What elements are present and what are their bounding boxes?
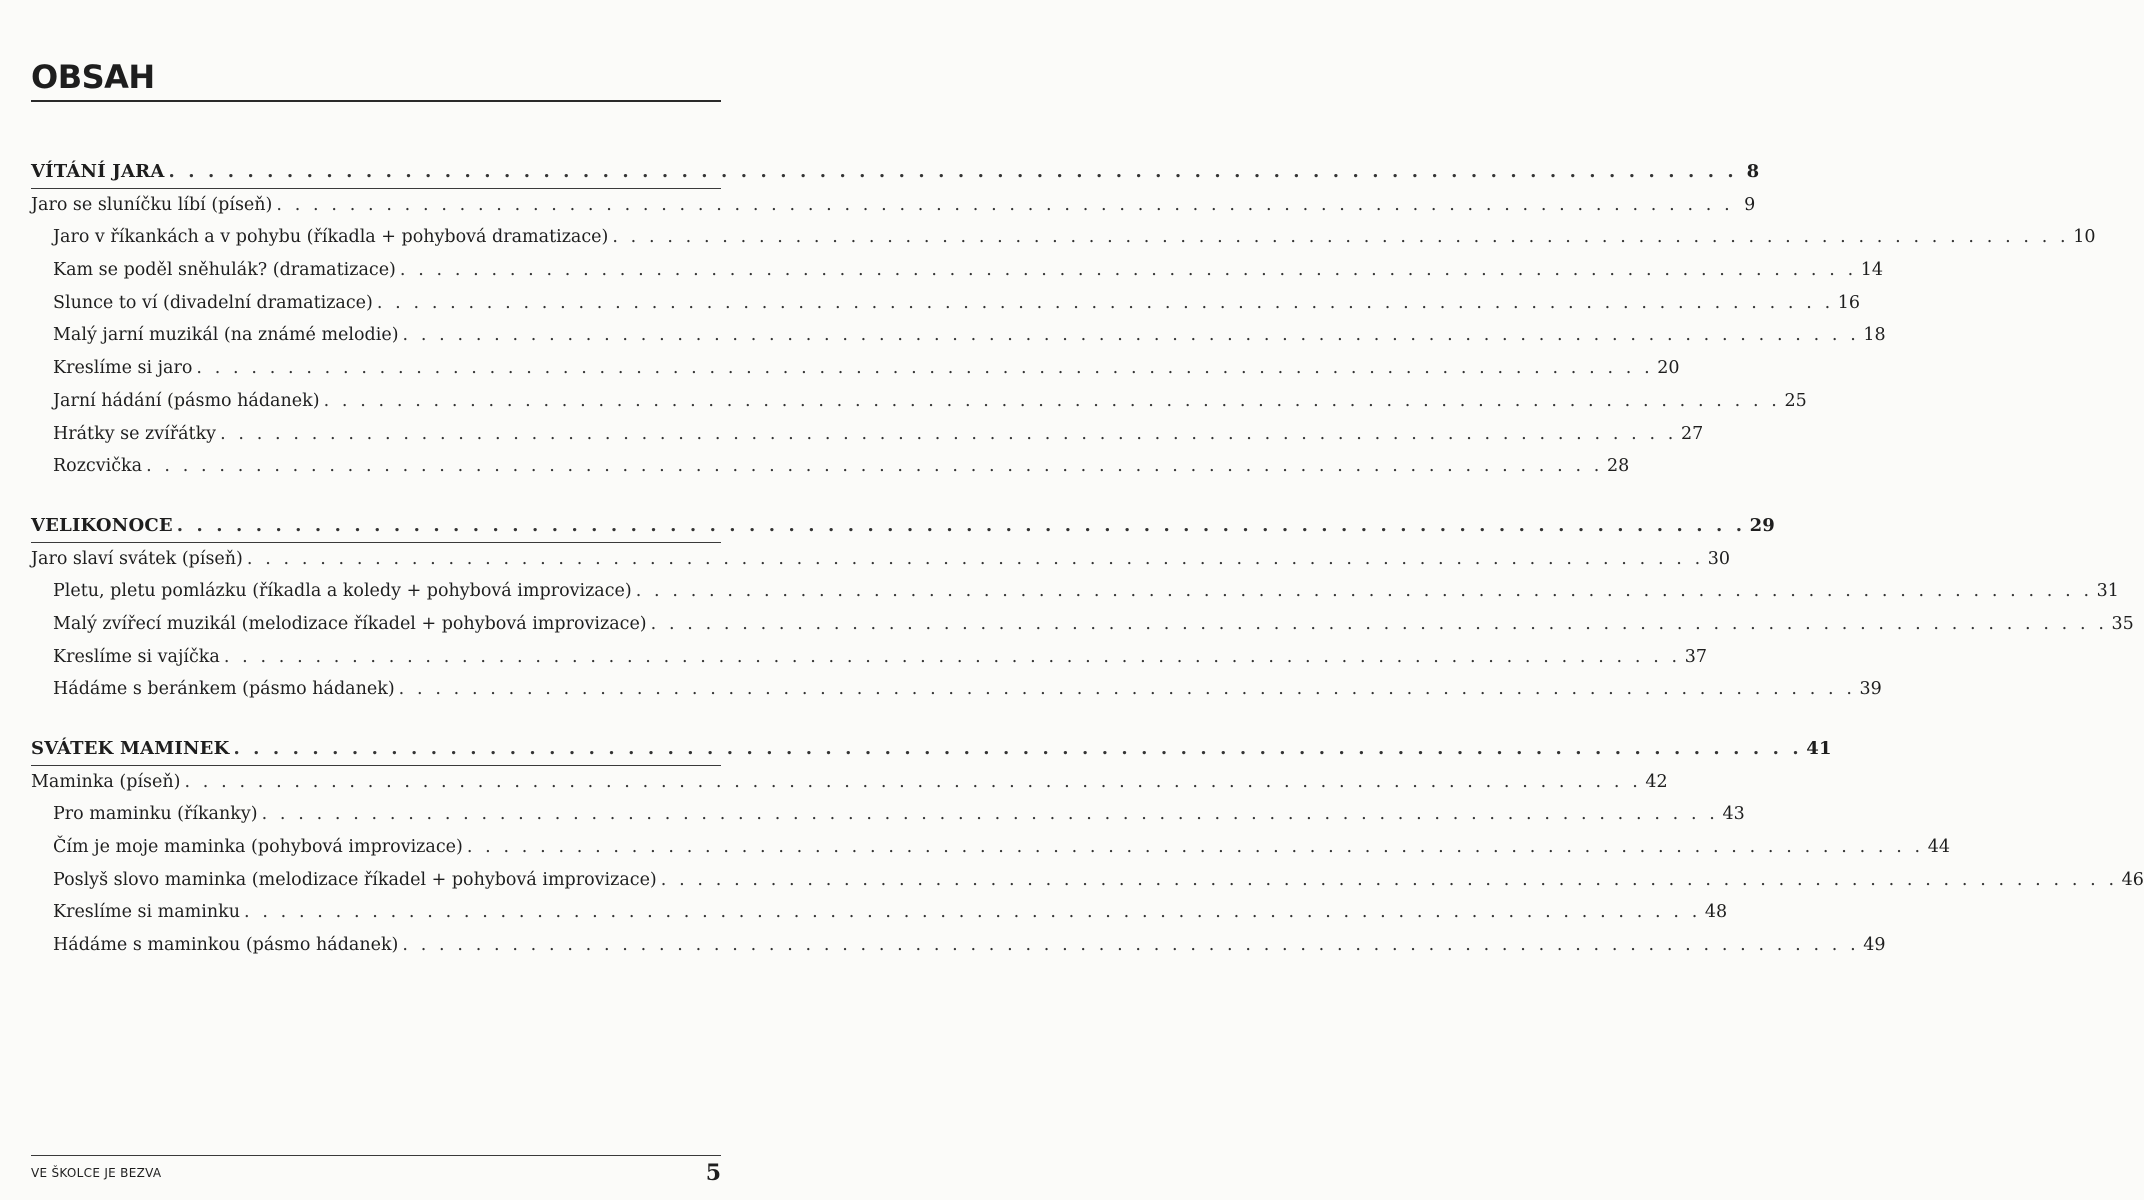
toc-entry-title: Malý zvířecí muzikál (melodizace říkadel + pohybová improvizace): [53, 613, 647, 634]
toc-entry-page: 43: [1722, 804, 1745, 825]
dot-leader: . . . . . . . . . . . . . . . . . . . . . . . . . . . . . . . . . . . . . . . . . . . . . . . . . . . . . . . . . . . . . . . . . . . . . . . . . . . . . . . .: [323, 390, 1781, 411]
dot-leader: . . . . . . . . . . . . . . . . . . . . . . . . . . . . . . . . . . . . . . . . . . . . . . . . . . . . . . . . . . . . . . . . . . . . . . . . . . . . . . . .: [650, 613, 2108, 634]
toc-section: [31, 733, 2144, 962]
dot-leader: . . . . . . . . . . . . . . . . . . . . . . . . . . . . . . . . . . . . . . . . . . . . . . . . . . . . . . . . . . . . . . . . . . . . . . . . . . . . . . . .: [176, 514, 1746, 536]
dot-leader: . . . . . . . . . . . . . . . . . . . . . . . . . . . . . . . . . . . . . . . . . . . . . . . . . . . . . . . . . . . . . . . . . . . . . . . . . . . . . . . .: [196, 358, 1654, 379]
toc-entry-title: Malý jarní muzikál (na známé melodie): [53, 325, 399, 346]
dot-leader: . . . . . . . . . . . . . . . . . . . . . . . . . . . . . . . . . . . . . . . . . . . . . . . . . . . . . . . . . . . . . . . . . . . . . . . . . . . . . . . .: [660, 869, 2118, 890]
toc-entry-page: 42: [1645, 771, 1668, 792]
toc-entry-title: Jarní hádání (pásmo hádanek): [53, 390, 320, 411]
toc-entry: [31, 385, 1807, 418]
toc-entry-title: Slunce to ví (divadelní dramatizace): [53, 292, 373, 313]
page-number: 5: [705, 1160, 721, 1186]
toc-entry-title: Maminka (píseň): [31, 771, 181, 792]
toc-entry: [31, 641, 1707, 674]
toc-entry: [31, 254, 1884, 287]
toc-entry-page: 28: [1606, 456, 1630, 477]
dot-leader: . . . . . . . . . . . . . . . . . . . . . . . . . . . . . . . . . . . . . . . . . . . . . . . . . . . . . . . . . . . . . . . . . . . . . . . . . . . . . . . .: [612, 227, 2070, 248]
toc-entry-title: VELIKONOCE: [31, 514, 173, 536]
toc-entry-page: 46: [2121, 869, 2144, 890]
title-divider: [31, 100, 721, 102]
toc-entry-page: 9: [1744, 194, 1756, 215]
toc-entry-page: 8: [1746, 161, 1760, 182]
toc-entry-page: 44: [1927, 837, 1950, 858]
dot-leader: . . . . . . . . . . . . . . . . . . . . . . . . . . . . . . . . . . . . . . . . . . . . . . . . . . . . . . . . . . . . . . . . . . . . . . . . . . . . . . . .: [402, 325, 1860, 346]
toc-entry-page: 29: [1749, 514, 1776, 536]
toc-entry-page: 10: [2073, 227, 2096, 248]
toc-entry-page: 14: [1860, 260, 1884, 281]
toc-entry: [31, 831, 1950, 864]
toc-section-heading: [31, 510, 1776, 543]
toc-entry-title: SVÁTEK MAMINEK: [31, 738, 230, 759]
page-title: OBSAH: [31, 58, 155, 96]
toc-entry-title: Pro maminku (říkanky): [53, 804, 258, 825]
section-divider: [31, 542, 721, 543]
toc-section-heading: [31, 733, 1832, 766]
toc-entry-title: Čím je moje maminka (pohybová improvizace): [53, 837, 463, 858]
toc-entry-title: Hrátky se zvířátky: [53, 423, 217, 444]
toc-entry: [31, 418, 1704, 451]
toc-entry: [31, 929, 1886, 962]
dot-leader: . . . . . . . . . . . . . . . . . . . . . . . . . . . . . . . . . . . . . . . . . . . . . . . . . . . . . . . . . . . . . . . . . . . . . . . . . . . . . . . .: [244, 902, 1701, 923]
toc-entry-title: Jaro v říkankách a v pohybu (říkadla + pohybová dramatizace): [53, 227, 609, 248]
toc-entry: [31, 319, 1886, 352]
toc-entry-page: 25: [1784, 390, 1807, 411]
dot-leader: . . . . . . . . . . . . . . . . . . . . . . . . . . . . . . . . . . . . . . . . . . . . . . . . . . . . . . . . . . . . . . . . . . . . . . . . . . . . . . . .: [276, 194, 1734, 215]
toc-entry-title: Kreslíme si jaro: [53, 358, 193, 379]
dot-leader: . . . . . . . . . . . . . . . . . . . . . . . . . . . . . . . . . . . . . . . . . . . . . . . . . . . . . . . . . . . . . . . . . . . . . . . . . . . . . . . .: [220, 423, 1677, 444]
toc-entry: [31, 189, 1756, 222]
toc-entry: [31, 608, 2134, 641]
toc-entry-page: 20: [1657, 358, 1680, 379]
toc-entry-title: Hádáme s maminkou (pásmo hádanek): [53, 935, 399, 956]
toc-entry-title: VÍTÁNÍ JARA: [31, 161, 165, 182]
toc-entry-page: 27: [1680, 423, 1704, 444]
toc-entry: [31, 798, 1745, 831]
toc-entry: [31, 221, 2096, 254]
toc-entry-page: 37: [1684, 646, 1707, 667]
toc-section-heading: [31, 156, 1760, 189]
toc-entry: [31, 575, 2119, 608]
toc-entry: [31, 766, 1668, 799]
toc-entry-title: Kreslíme si vajíčka: [53, 646, 220, 667]
dot-leader: . . . . . . . . . . . . . . . . . . . . . . . . . . . . . . . . . . . . . . . . . . . . . . . . . . . . . . . . . . . . . . . . . . . . . . . . . . . . . . . .: [402, 935, 1860, 956]
toc-entry-page: 18: [1863, 325, 1886, 346]
toc-entry: [31, 352, 1680, 385]
toc-entry-title: Pletu, pletu pomlázku (říkadla a koledy + pohybová improvizace): [53, 581, 632, 602]
toc-entry-page: 30: [1707, 548, 1731, 569]
dot-leader: . . . . . . . . . . . . . . . . . . . . . . . . . . . . . . . . . . . . . . . . . . . . . . . . . . . . . . . . . . . . . . . . . . . . . . . . . . . . . . . .: [168, 161, 1738, 182]
toc-entry-page: 35: [2111, 613, 2134, 634]
section-divider: [31, 188, 721, 189]
toc-entry-title: Kreslíme si maminku: [53, 902, 240, 923]
toc-entry: [31, 450, 1630, 483]
dot-leader: . . . . . . . . . . . . . . . . . . . . . . . . . . . . . . . . . . . . . . . . . . . . . . . . . . . . . . . . . . . . . . . . . . . . . . . . . . . . . . . .: [246, 548, 1704, 569]
dot-leader: . . . . . . . . . . . . . . . . . . . . . . . . . . . . . . . . . . . . . . . . . . . . . . . . . . . . . . . . . . . . . . . . . . . . . . . . . . . . . . . .: [223, 646, 1681, 667]
dot-leader: . . . . . . . . . . . . . . . . . . . . . . . . . . . . . . . . . . . . . . . . . . . . . . . . . . . . . . . . . . . . . . . . . . . . . . . . . . . . . . . .: [466, 837, 1924, 858]
toc-entry-page: 39: [1859, 679, 1882, 700]
toc-entry-title: Hádáme s beránkem (pásmo hádanek): [53, 679, 395, 700]
toc-entry-page: 49: [1863, 935, 1886, 956]
dot-leader: . . . . . . . . . . . . . . . . . . . . . . . . . . . . . . . . . . . . . . . . . . . . . . . . . . . . . . . . . . . . . . . . . . . . . . . . . . . . . . . .: [635, 581, 2093, 602]
toc-entry: [31, 543, 1731, 576]
dot-leader: . . . . . . . . . . . . . . . . . . . . . . . . . . . . . . . . . . . . . . . . . . . . . . . . . . . . . . . . . . . . . . . . . . . . . . . . . . . . . . . .: [398, 679, 1856, 700]
dot-leader: . . . . . . . . . . . . . . . . . . . . . . . . . . . . . . . . . . . . . . . . . . . . . . . . . . . . . . . . . . . . . . . . . . . . . . . . . . . . . . . .: [184, 771, 1642, 792]
toc-entry: [31, 864, 2144, 897]
footer-divider: [31, 1155, 721, 1156]
toc-entry-page: 16: [1837, 292, 1861, 313]
toc-entry: [31, 287, 1861, 320]
toc-section: [31, 510, 2134, 706]
toc-entry-page: 41: [1806, 738, 1832, 759]
toc-entry: [31, 673, 1882, 706]
dot-leader: . . . . . . . . . . . . . . . . . . . . . . . . . . . . . . . . . . . . . . . . . . . . . . . . . . . . . . . . . . . . . . . . . . . . . . . . . . . . . . . .: [261, 804, 1719, 825]
table-of-contents: [31, 156, 2144, 989]
toc-entry: [31, 896, 1728, 929]
toc-entry-title: Poslyš slovo maminka (melodizace říkadel + pohybová improvizace): [53, 869, 657, 890]
dot-leader: . . . . . . . . . . . . . . . . . . . . . . . . . . . . . . . . . . . . . . . . . . . . . . . . . . . . . . . . . . . . . . . . . . . . . . . . . . . . . . . .: [146, 456, 1603, 477]
section-divider: [31, 765, 721, 766]
toc-entry-page: 31: [2096, 581, 2119, 602]
dot-leader: . . . . . . . . . . . . . . . . . . . . . . . . . . . . . . . . . . . . . . . . . . . . . . . . . . . . . . . . . . . . . . . . . . . . . . . . . . . . . . . .: [233, 738, 1803, 759]
toc-entry-title: Jaro se sluníčku líbí (píseň): [31, 194, 273, 215]
toc-section: [31, 156, 2096, 483]
toc-entry-page: 48: [1704, 902, 1728, 923]
footer-book-title: VE ŠKOLCE JE BEZVA: [31, 1166, 162, 1180]
dot-leader: . . . . . . . . . . . . . . . . . . . . . . . . . . . . . . . . . . . . . . . . . . . . . . . . . . . . . . . . . . . . . . . . . . . . . . . . . . . . . . . .: [399, 260, 1857, 281]
dot-leader: . . . . . . . . . . . . . . . . . . . . . . . . . . . . . . . . . . . . . . . . . . . . . . . . . . . . . . . . . . . . . . . . . . . . . . . . . . . . . . . .: [376, 292, 1834, 313]
toc-entry-title: Kam se poděl sněhulák? (dramatizace): [53, 260, 396, 281]
toc-entry-title: Rozcvička: [53, 456, 143, 477]
toc-entry-title: Jaro slaví svátek (píseň): [31, 548, 243, 569]
